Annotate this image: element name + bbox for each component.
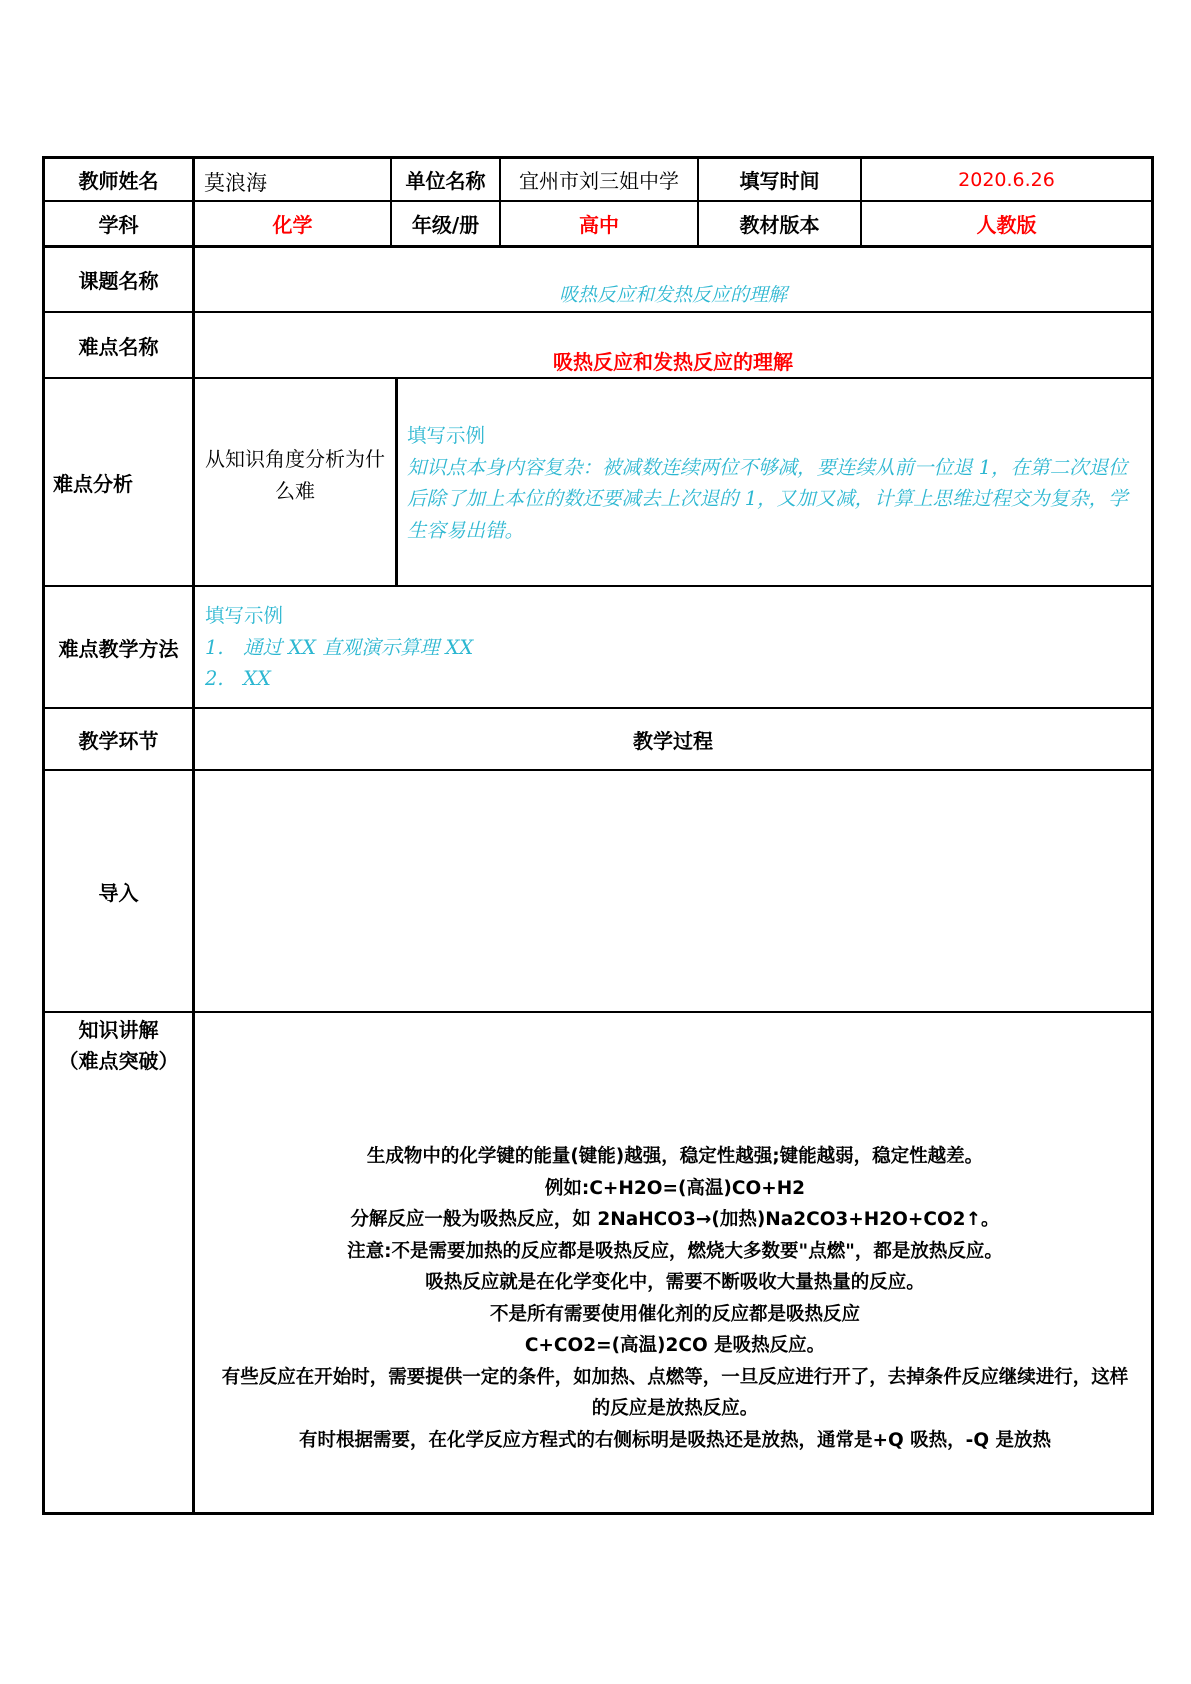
intro-label: 导入 (98, 880, 139, 905)
difficulty-label: 难点名称 (78, 334, 159, 359)
knowledge-line: 例如:C+H2O=(高温)CO+H2 (544, 1177, 806, 1199)
knowledge-content (205, 1141, 1145, 1456)
textbook-edition-label: 教材版本 (739, 213, 820, 237)
subject-label: 学科 (98, 213, 139, 237)
table-border (42, 245, 1154, 248)
teacher-name-label: 教师姓名 (78, 169, 159, 193)
knowledge-label-line2: （难点突破） (58, 1049, 179, 1073)
method-example (205, 600, 1105, 695)
knowledge-line: C+CO2=(高温)2CO 是吸热反应。 (524, 1335, 826, 1356)
subject-value: 化学 (272, 213, 313, 237)
analysis-sub-label: 从知识角度分析为什么难 (205, 447, 385, 503)
topic-value: 吸热反应和发热反应的理解 (558, 283, 787, 306)
method-item: 1. 通过 XX 直观演示算理 XX (205, 635, 474, 659)
table-border (395, 377, 398, 585)
table-border (42, 1512, 1154, 1515)
knowledge-line: 生成物中的化学键的能量(键能)越强，稳定性越强;键能越弱，稳定性越差。 (366, 1146, 984, 1167)
analysis-example (407, 420, 1147, 546)
analysis-example-title: 填写示例 (407, 424, 486, 447)
method-label: 难点教学方法 (58, 636, 179, 661)
textbook-edition-value: 人教版 (976, 213, 1037, 237)
grade-label: 年级/册 (411, 213, 480, 237)
knowledge-line: 不是所有需要使用催化剂的反应都是吸热反应 (489, 1303, 860, 1325)
teaching-stage-label: 教学环节 (78, 728, 159, 753)
table-border (42, 311, 1154, 313)
fill-date-value: 2020.6.26 (958, 168, 1055, 191)
knowledge-line: 分解反应一般为吸热反应，如 2NaHCO3→(加热)Na2CO3+H2O+CO2↑。 (350, 1209, 1000, 1230)
table-border (42, 377, 1154, 379)
unit-name-label: 单位名称 (405, 169, 486, 193)
table-border (42, 585, 1154, 587)
knowledge-line: 有时根据需要，在化学反应方程式的右侧标明是吸热还是放热，通常是+Q 吸热，-Q 是放热 (298, 1429, 1052, 1451)
knowledge-line: 吸热反应就是在化学变化中，需要不断吸收大量热量的反应。 (425, 1272, 925, 1293)
unit-name-value: 宜州市刘三姐中学 (519, 169, 679, 193)
knowledge-line: 有些反应在开始时，需要提供一定的条件，如加热、点燃等，一旦反应进行开了，去掉条件反应继续进行，这样的反应是放热反应。 (221, 1366, 1129, 1419)
intro-content (195, 771, 1151, 1011)
teacher-name-value: 莫浪海 (204, 170, 267, 195)
topic-label: 课题名称 (78, 269, 159, 293)
method-example-title: 填写示例 (205, 604, 284, 627)
analysis-example-text: 知识点本身内容复杂：被减数连续两位不够减，要连续从前一位退 1，在第二次退位后除了加上本位的数还要减去上次退的 1，又加又减，计算上思维过程交为复杂，学生容易出错。 (407, 455, 1128, 542)
knowledge-label (45, 1015, 192, 1077)
analysis-label: 难点分析 (53, 471, 133, 496)
difficulty-value: 吸热反应和发热反应的理解 (553, 349, 793, 374)
table-border (42, 1011, 1154, 1013)
fill-date-label: 填写时间 (739, 169, 820, 193)
knowledge-label-line1: 知识讲解 (78, 1018, 159, 1042)
method-item: 2. XX (205, 667, 271, 690)
table-border (1151, 156, 1154, 1514)
knowledge-line: 注意:不是需要加热的反应都是吸热反应，燃烧大多数要"点燃"，都是放热反应。 (347, 1240, 1003, 1262)
grade-value: 高中 (579, 213, 619, 237)
teaching-process-header: 教学过程 (633, 728, 713, 753)
